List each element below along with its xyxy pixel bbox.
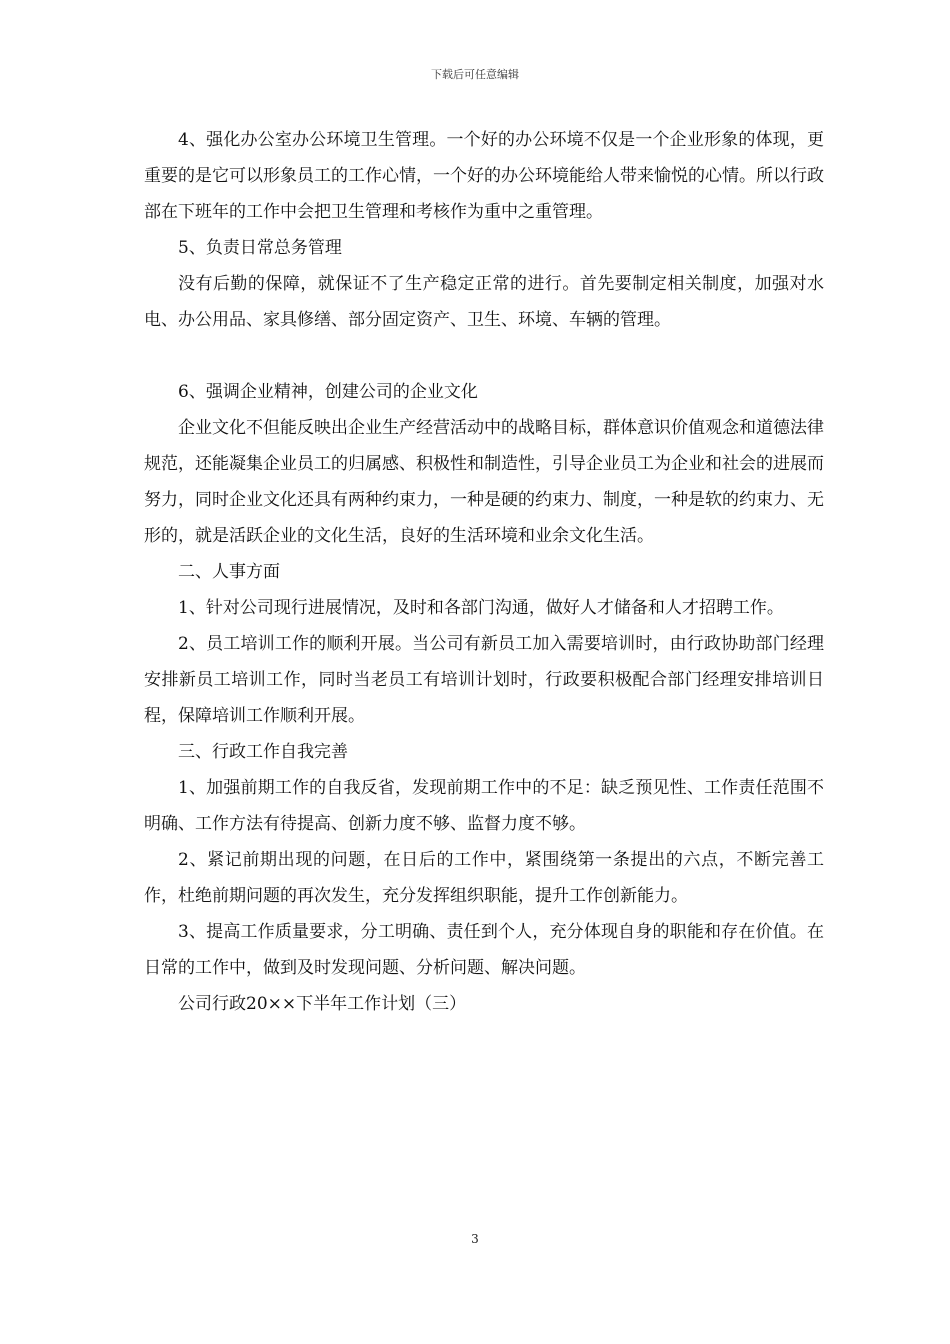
page-header: 下载后可任意编辑 [431, 68, 519, 81]
paragraph-quality: 3、提高工作质量要求，分工明确、责任到个人，充分体现自身的职能和存在价值。在日常的工作中，做到及时发现问题、分析问题、解决问题。 [144, 922, 824, 978]
paragraph-office-hygiene: 4、强化办公室办公环境卫生管理。一个好的办公环境不仅是一个企业形象的体现，更重要的是它可以形象员工的工作心情，一个好的办公环境能给人带来愉悦的心情。所以行政部在下班年的工作中会把卫生管理和考核作为重中之重管理。 [144, 130, 824, 222]
paragraph-reflection: 1、加强前期工作的自我反省，发现前期工作中的不足：缺乏预见性、工作责任范围不明确、工作方法有待提高、创新力度不够、监督力度不够。 [144, 778, 824, 834]
paragraph-recruitment: 1、针对公司现行进展情况，及时和各部门沟通，做好人才储备和人才招聘工作。 [178, 598, 784, 618]
paragraph-logistics: 没有后勤的保障，就保证不了生产稳定正常的进行。首先要制定相关制度，加强对水电、办公用品、家具修缮、部分固定资产、卫生、环境、车辆的管理。 [144, 274, 824, 330]
document-body [144, 122, 824, 1022]
heading-corporate-culture: 6、强调企业精神，创建公司的企业文化 [178, 382, 478, 402]
paragraph-corporate-culture: 企业文化不但能反映出企业生产经营活动中的战略目标，群体意识价值观念和道德法律规范，还能凝集企业员工的归属感、积极性和制造性，引导企业员工为企业和社会的进展而努力，同时企业文化还具有两种约束力，一种是硬的约束力、制度，一种是软的约束力、无形的，就是活跃企业的文化生活，良好的生活环境和业余文化生活。 [144, 418, 824, 546]
page-number: 3 [471, 1232, 479, 1246]
section-title-plan-three: 公司行政20××下半年工作计划（三） [178, 994, 467, 1014]
heading-general-affairs: 5、负责日常总务管理 [178, 238, 342, 258]
paragraph-lessons: 2、紧记前期出现的问题，在日后的工作中，紧围绕第一条提出的六点，不断完善工作，杜绝前期问题的再次发生，充分发挥组织职能，提升工作创新能力。 [144, 850, 824, 906]
heading-self-improvement: 三、行政工作自我完善 [178, 742, 348, 762]
paragraph-training: 2、员工培训工作的顺利开展。当公司有新员工加入需要培训时，由行政协助部门经理安排新员工培训工作，同时当老员工有培训计划时，行政要积极配合部门经理安排培训日程，保障培训工作顺利开展。 [144, 634, 824, 726]
paragraph-spacer [144, 338, 824, 374]
heading-personnel: 二、人事方面 [178, 562, 280, 582]
